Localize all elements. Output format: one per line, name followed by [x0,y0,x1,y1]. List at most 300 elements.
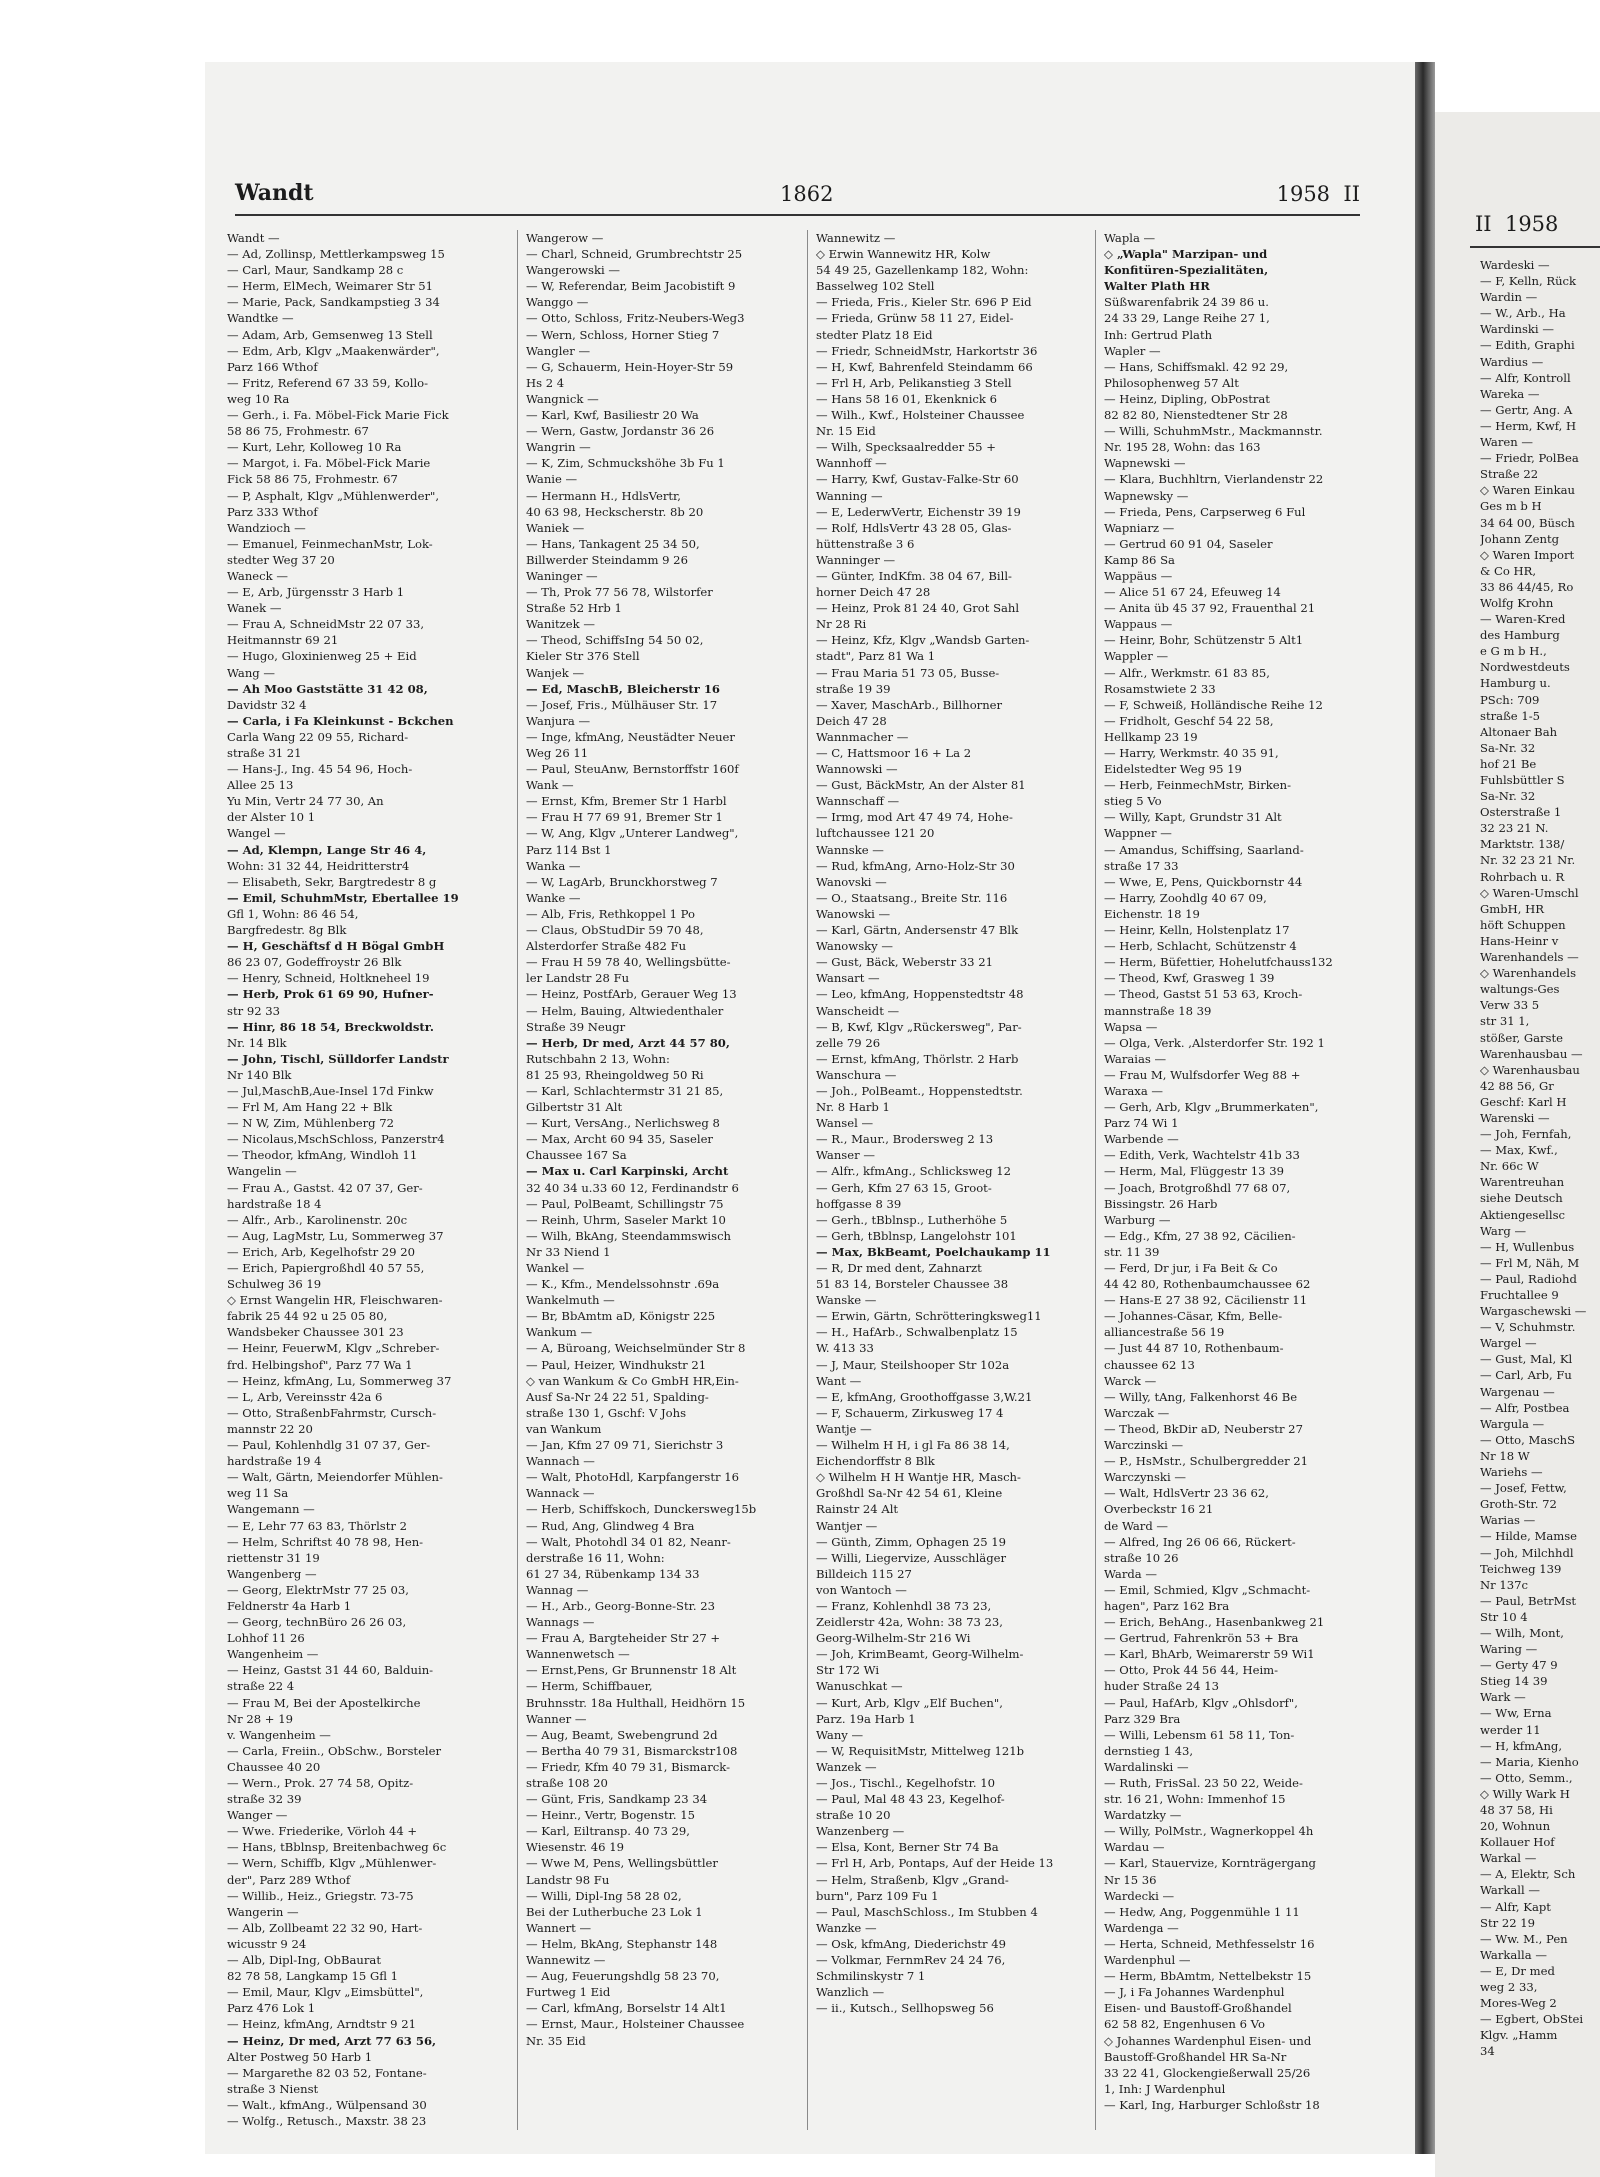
directory-entry: — Gust, Bäck, Weberstr 33 21 [816,955,993,970]
directory-entry: Gilbertstr 31 Alt [526,1100,623,1115]
surname-heading: Wannmacher — [816,729,909,744]
directory-entry: — Carl, Maur, Sandkamp 28 c [227,263,404,278]
facing-entry: Warkal — [1480,1851,1537,1866]
facing-entry: Nr 137c [1480,1577,1528,1592]
directory-entry: — C, Hattsmoor 16 + La 2 [816,746,972,760]
directory-entry: — Willi, Liegervize, Ausschläger [816,1550,1007,1565]
directory-entry: — Walt, HdlsVertr 23 36 62, [1104,1486,1269,1501]
facing-entry: ◇ Waren-Umschl [1480,885,1579,900]
surname-heading: Wankelmuth — [526,1293,615,1308]
directory-entry: — Heinr., Vertr, Bogenstr. 15 [526,1808,696,1823]
directory-entry: — Claus, ObStudDir 59 70 48, [526,923,704,938]
surname-heading: Wardau — [1104,1840,1165,1855]
directory-entry: 81 25 93, Rheingoldweg 50 Ri [526,1067,704,1082]
directory-entry: — Emil, Schmied, Klgv „Schmacht- [1104,1582,1311,1597]
facing-entry: e G m b H., [1480,644,1547,659]
surname-heading: Wantjer — [816,1518,878,1533]
directory-page [205,62,1415,2154]
directory-entry: — E, LederwVertr, Eichenstr 39 19 [816,504,1021,519]
directory-entry: Nr 33 Niend 1 [526,1244,611,1259]
directory-entry: — Alb, Dipl-Ing, ObBaurat [227,1953,381,1968]
directory-entry: — Helm, Schriftst 40 78 98, Hen- [227,1534,424,1549]
directory-entry: — E, Arb, Jürgensstr 3 Harb 1 [227,585,405,600]
book-spine [1415,62,1435,2154]
facing-page [1435,112,1600,2177]
directory-entry: — Wolfg., Retusch., Maxstr. 38 23 [227,2113,427,2128]
directory-entry: — R, Dr med dent, Zahnarzt [816,1261,982,1275]
surname-heading: de Ward — [1104,1518,1169,1533]
directory-entry: — Hedw, Ang, Poggenmühle 1 11 [1104,1904,1300,1919]
surname-heading: Wandtke — [227,311,294,326]
surname-heading: Wanek — [227,601,282,616]
directory-entry: ◇ Erwin Wannewitz HR, Kolw [816,247,991,262]
directory-entry: — Aug, Beamt, Swebengrund 2d [526,1727,718,1742]
running-head: Wandt [235,180,314,206]
surname-heading: Warczynski — [1104,1470,1186,1485]
directory-entry: Straße 52 Hrb 1 [526,601,622,616]
directory-entry: ◇ „Wapla" Marzipan- und [1104,247,1268,262]
directory-entry: — Wern., Prok. 27 74 58, Opitz- [227,1776,414,1790]
surname-heading: Wannags — [526,1615,595,1630]
surname-heading: Wanie — [526,472,578,487]
directory-entry: — Carla, i Fa Kleinkunst - Bckchen [227,713,454,728]
surname-heading: Wantje — [816,1421,872,1436]
directory-entry: — Kurt, Arb, Klgv „Elf Buchen", [816,1695,1003,1710]
facing-entry: Klgv. „Hamm [1480,2028,1558,2043]
directory-entry: luftchaussee 121 20 [816,826,935,841]
directory-entry: Nr 28 Ri [816,617,867,632]
directory-entry: — Theod, BkDir aD, Neuberstr 27 [1104,1421,1303,1436]
directory-entry: ◇ van Wankum & Co GmbH HR,Ein- [526,1373,739,1388]
directory-entry: — Karl, Schlachtermstr 31 21 85, [526,1083,724,1098]
surname-heading: Wanzenberg — [816,1824,905,1839]
facing-entry: Altonaer Bah [1480,724,1558,739]
directory-entry: — Wern, Gastw, Jordanstr 36 26 [526,424,715,439]
directory-entry: stadt", Parz 81 Wa 1 [816,649,936,664]
directory-entry: — Walt., kfmAng., Wülpensand 30 [227,2097,427,2112]
directory-entry: — Heinr, FeuerwM, Klgv „Schreber- [227,1341,440,1356]
facing-entry: Johann Zentg [1480,531,1560,546]
directory-entry: — O., Staatsang., Breite Str. 116 [816,890,1008,905]
directory-entry: — Rud, kfmAng, Arno-Holz-Str 30 [816,858,1015,873]
surname-heading: Wanjek — [526,665,585,680]
directory-entry: Nr 140 Blk [227,1067,292,1082]
directory-entry: — Ernst, kfmAng, Thörlstr. 2 Harb [816,1051,1019,1066]
surname-heading: Wannert — [526,1920,592,1935]
directory-entry: — Walt, PhotoHdl, Karpfangerstr 16 [526,1470,739,1485]
directory-entry: Bei der Lutherbuche 23 Lok 1 [526,1904,703,1919]
facing-entry: — Ww, Erna [1480,1706,1552,1721]
facing-entry: Nordwestdeuts [1480,660,1570,675]
directory-entry: — Friedr, Kfm 40 79 31, Bismarck- [526,1759,730,1774]
facing-entry: höft Schuppen [1480,917,1566,932]
surname-heading: Want — [816,1373,862,1388]
directory-entry: Parz 74 Wi 1 [1104,1116,1179,1131]
directory-entry: Hs 2 4 [526,375,565,390]
facing-entry: 33 86 44/45, Ro [1480,579,1574,594]
facing-entry: 32 23 21 N. [1480,821,1549,836]
directory-entry: Weg 26 11 [526,746,589,760]
facing-entry: Hans-Heinr v [1480,933,1559,948]
directory-entry: — Anita üb 45 37 92, Frauenthal 21 [1104,601,1316,616]
directory-entry: — Frau A, Bargteheider Str 27 + [526,1631,721,1646]
directory-entry: — Günter, IndKfm. 38 04 67, Bill- [816,568,1012,583]
directory-entry: Inh: Gertrud Plath [1104,327,1213,342]
surname-heading: Wang — [227,665,275,680]
facing-entry: — Gust, Mal, Kl [1480,1352,1573,1367]
surname-heading: Wanggo — [526,295,589,310]
facing-entry: Fruchtallee 9 [1480,1288,1559,1302]
volume: II [1343,182,1360,206]
directory-entry: riettenstr 31 19 [227,1550,320,1565]
directory-entry: Yu Min, Vertr 24 77 30, An [227,794,384,809]
directory-entry: Schmilinskystr 7 1 [816,1969,926,1984]
directory-entry: — Bertha 40 79 31, Bismarckstr108 [526,1743,738,1758]
directory-entry: Furtweg 1 Eid [526,1985,611,2000]
directory-entry: Wiesenstr. 46 19 [526,1840,624,1855]
directory-entry: — Karl, Kwf, Basiliestr 20 Wa [526,408,699,423]
facing-entry: ◇ Waren Import [1480,547,1575,562]
facing-entry: weg 2 33, [1480,1980,1538,1995]
directory-entry: — Wilh., Kwf., Holsteiner Chaussee [816,408,1025,423]
directory-entry: — Hans-E 27 38 92, Cäcilienstr 11 [1104,1293,1308,1308]
directory-entry: Kieler Str 376 Stell [526,649,640,664]
directory-entry: — F, Schweiß, Holländische Reihe 12 [1104,697,1323,712]
directory-entry: Eisen- und Baustoff-Großhandel [1104,2001,1292,2016]
directory-entry: fabrik 25 44 92 u 25 05 80, [227,1309,388,1324]
directory-entry: — Harry, Kwf, Gustav-Falke-Str 60 [816,472,1019,487]
surname-heading: Wannowski — [816,762,898,777]
facing-entry: Warenski — [1480,1110,1550,1125]
directory-entry: — Paul, Mal 48 43 23, Kegelhof- [816,1792,1005,1807]
directory-entry: ◇ Wilhelm H H Wantje HR, Masch- [816,1470,1021,1485]
facing-entry: Warentreuhan [1480,1175,1565,1190]
directory-entry: — K, Zim, Schmuckshöhe 3b Fu 1 [526,456,725,471]
directory-entry: — Johannes-Cäsar, Kfm, Belle- [1104,1309,1283,1324]
facing-entry: — Ww. M., Pen [1480,1931,1568,1946]
facing-entry: GmbH, HR [1480,901,1544,916]
directory-entry: — Ernst, Maur., Holsteiner Chaussee [526,2017,745,2032]
directory-entry: — Otto, Schloss, Fritz-Neubers-Weg3 [526,311,745,326]
surname-heading: Warck — [1104,1373,1157,1388]
surname-heading: Waraias — [1104,1051,1167,1066]
directory-entry: Eichenstr. 18 19 [1104,906,1200,921]
facing-entry: — H, kfmAng, [1480,1738,1563,1753]
surname-heading: Wangemann — [227,1502,315,1517]
surname-heading: Wappäus — [1104,568,1173,583]
directory-entry: — Emil, Maur, Klgv „Eimsbüttel", [227,1985,424,2000]
surname-heading: Wanowski — [816,906,891,921]
directory-entry: horner Deich 47 28 [816,585,931,600]
directory-entry: — Br, BbAmtm aD, Königstr 225 [526,1309,716,1324]
directory-entry: Heitmannstr 69 21 [227,633,339,648]
directory-entry: straße 31 21 [227,746,302,760]
directory-entry: — Heinz, kfmAng, Arndtstr 9 21 [227,2017,416,2032]
facing-entry: Wargaschewski — [1480,1304,1587,1319]
facing-entry: Wareka — [1480,386,1540,401]
facing-entry: — Edith, Graphi [1480,338,1575,353]
header-rule [1470,246,1600,248]
directory-entry: — Frieda, Grünw 58 11 27, Eidel- [816,311,1014,326]
directory-entry: — Hinr, 86 18 54, Breckwoldstr. [227,1019,434,1034]
facing-entry: — Carl, Arb, Fu [1480,1368,1572,1383]
directory-entry: — Leo, kfmAng, Hoppenstedtstr 48 [816,987,1024,1002]
directory-entry: — Hans, Schiffsmakl. 42 92 29, [1104,359,1289,374]
directory-entry: — Gertrud, Fahrenkrön 53 + Bra [1104,1631,1299,1646]
directory-entry: 82 78 58, Langkamp 15 Gfl 1 [227,1969,399,1984]
directory-entry: — Erich, Papiergroßhdl 40 57 55, [227,1261,425,1275]
facing-entry: — Alfr, Kapt [1480,1899,1551,1914]
page-header [235,180,1360,216]
directory-entry: 44 42 80, Rothenbaumchaussee 62 [1104,1277,1311,1292]
surname-heading: Warczinski — [1104,1438,1184,1453]
facing-entry: — W., Arb., Ha [1480,306,1566,321]
surname-heading: Wangerow — [526,231,604,245]
directory-entry: — Frau Maria 51 73 05, Busse- [816,665,1000,680]
directory-entry: 82 82 80, Nienstedtener Str 28 [1104,408,1288,423]
surname-heading: Wannschaff — [816,794,900,809]
directory-entry: — ii., Kutsch., Sellhopsweg 56 [816,2001,994,2016]
surname-heading: Wangerin — [227,1904,299,1919]
directory-entry: — Fritz, Referend 67 33 59, Kollo- [227,375,429,390]
directory-entry: frd. Helbingshof", Parz 77 Wa 1 [227,1357,413,1372]
directory-entry: Hellkamp 23 19 [1104,729,1198,744]
directory-entry: hardstraße 18 4 [227,1196,322,1211]
directory-entry: — Paul, PolBeamt, Schillingstr 75 [526,1196,724,1211]
directory-entry: — H., Arb., Georg-Bonne-Str. 23 [526,1598,716,1613]
surname-heading: Wangler — [526,343,591,358]
directory-entry: Landstr 98 Fu [526,1872,610,1887]
directory-entry: 51 83 14, Borsteler Chaussee 38 [816,1277,1009,1292]
directory-entry: Gfl 1, Wohn: 86 46 54, [227,906,359,921]
facing-entry: Wardeski — [1480,258,1550,272]
facing-entry: Marktstr. 138/ [1480,837,1565,852]
directory-entry: Schulweg 36 19 [227,1277,322,1292]
surname-heading: Wapsa — [1104,1019,1158,1034]
directory-entry: — Paul, Heizer, Windhukstr 21 [526,1357,707,1372]
directory-entry: — E, kfmAng, Groothoffgasse 3,W.21 [816,1389,1033,1404]
directory-entry: Nr. 8 Harb 1 [816,1100,890,1115]
directory-entry: Nr 28 + 19 [227,1711,293,1726]
directory-entry: Deich 47 28 [816,713,887,728]
surname-heading: Wardenga — [1104,1920,1179,1935]
facing-entry: — Alfr, Postbea [1480,1400,1570,1415]
directory-entry: — Carl, kfmAng, Borselstr 14 Alt1 [526,2001,727,2016]
directory-entry: — Rud, Ang, Glindweg 4 Bra [526,1518,695,1533]
directory-entry: — Marie, Pack, Sandkampstieg 3 34 [227,295,440,310]
directory-entry: — Herb, Prok 61 69 90, Hufner- [227,987,434,1002]
facing-entry: Kollauer Hof [1480,1835,1555,1850]
column-3 [807,230,1094,2130]
directory-entry: Nr 15 36 [1104,1872,1157,1887]
surname-heading: Wappler — [1104,649,1169,664]
facing-entry: — F, Kelln, Rück [1480,274,1577,289]
directory-entry: Nr. 15 Eid [816,424,876,439]
facing-entry: Wargenau — [1480,1384,1555,1399]
directory-entry: — Herta, Schneid, Methfesselstr 16 [1104,1936,1315,1951]
facing-entry: Warenhandels — [1480,950,1579,965]
directory-entry: — Helm, BkAng, Stephanstr 148 [526,1936,718,1951]
directory-entry: — Otto, StraßenbFahrmstr, Cursch- [227,1405,437,1420]
directory-entry: Georg-Wilhelm-Str 216 Wi [816,1631,971,1646]
surname-heading: Wanscheidt — [816,1003,900,1018]
directory-entry: Wohn: 31 32 44, Heidritterstr4 [227,858,410,873]
facing-entry: — Gerty 47 9 [1480,1658,1558,1673]
directory-entry: — Günth, Zimm, Ophagen 25 19 [816,1534,1007,1549]
directory-entry: Süßwarenfabrik 24 39 86 u. [1104,295,1269,310]
surname-heading: v. Wangenheim — [227,1727,331,1742]
directory-entry: — J, i Fa Johannes Wardenphul [1104,1985,1285,2000]
surname-heading: Wanner — [526,1711,587,1726]
directory-entry: — Frl H, Arb, Pelikanstieg 3 Stell [816,375,1012,390]
directory-entry: — Edm, Arb, Klgv „Maakenwärder", [227,343,440,358]
surname-heading: Wangerowski — [526,263,620,278]
directory-entry: Parz 166 Wthof [227,359,318,374]
facing-entry: — Otto, MaschS [1480,1432,1576,1447]
directory-entry: — Herb, Schlacht, Schützenstr 4 [1104,939,1297,954]
directory-entry: — Rolf, HdlsVertr 43 28 05, Glas- [816,520,1012,535]
facing-entry: — Paul, BetrMst [1480,1593,1577,1608]
directory-entry: — Alb, Zollbeamt 22 32 90, Hart- [227,1920,423,1935]
directory-entry: — Willi, Lebensm 61 58 11, Ton- [1104,1727,1295,1742]
directory-entry: — Emanuel, FeinmechanMstr, Lok- [227,536,433,551]
surname-heading: Waninger — [526,568,598,583]
directory-entry: — Joh., PolBeamt., Hoppenstedtstr. [816,1083,1023,1098]
directory-entry: Nr. 195 28, Wohn: das 163 [1104,440,1261,455]
surname-heading: Wanka — [526,858,581,873]
directory-entry: — Theod, Kwf, Grasweg 1 39 [1104,971,1275,986]
directory-entry: — Willy, tAng, Falkenhorst 46 Be [1104,1389,1298,1404]
facing-entry: Sa-Nr. 32 [1480,740,1536,755]
directory-entry: — Herm, Büfettier, Hohelutfchauss132 [1104,955,1333,970]
directory-entry: straße 22 4 [227,1679,295,1694]
directory-entry: — Alfred, Ing 26 06 66, Rückert- [1104,1534,1296,1549]
directory-entry: — Th, Prok 77 56 78, Wilstorfer [526,585,713,600]
directory-entry: straße 108 20 [526,1776,608,1790]
facing-entry: Wardinski — [1480,322,1554,337]
directory-entry: — Gerh, Arb, Klgv „Brummerkaten", [1104,1100,1319,1115]
directory-entry: alliancestraße 56 19 [1104,1325,1225,1340]
directory-entry: Baustoff-Großhandel HR Sa-Nr [1104,2049,1287,2064]
directory-entry: — Frau A., Gastst. 42 07 37, Ger- [227,1180,423,1195]
directory-entry: Allee 25 13 [227,778,294,793]
directory-entry: — Alfr., kfmAng., Schlicksweg 12 [816,1164,1012,1179]
surname-heading: Wapnewski — [1104,456,1186,471]
facing-entry: Warkall — [1480,1883,1540,1898]
surname-heading: Wanuschkat — [816,1679,903,1694]
directory-entry: — Heinz, Dr med, Arzt 77 63 56, [227,2033,437,2048]
directory-entry: — Karl, Gärtn, Andersenstr 47 Blk [816,923,1019,938]
facing-entry: ◇ Waren Einkau [1480,483,1576,498]
directory-entry: — Heinz, Prok 81 24 40, Grot Sahl [816,601,1020,616]
directory-entry: — Heinr, Kelln, Holstenplatz 17 [1104,923,1290,938]
facing-entry: Wargula — [1480,1416,1545,1431]
directory-entry: 86 23 07, Godeffroystr 26 Blk [227,955,402,970]
directory-entry: — Reinh, Uhrm, Saseler Markt 10 [526,1212,726,1227]
directory-entry: 62 58 82, Engenhusen 6 Vo [1104,2017,1265,2032]
directory-entry: weg 10 Ra [227,391,290,406]
directory-entry: — Gertrud 60 91 04, Saseler [1104,536,1273,551]
directory-entry: — B, Kwf, Klgv „Rückersweg", Par- [816,1019,1022,1034]
directory-entry: — Ernst, Kfm, Bremer Str 1 Harbl [526,794,727,809]
surname-heading: Waraxa — [1104,1083,1164,1098]
directory-entry: — Willi, Dipl-Ing 58 28 02, [526,1888,682,1903]
directory-entry: — Willy, PolMstr., Wagnerkoppel 4h [1104,1824,1314,1839]
directory-entry: — H., HafArb., Schwalbenplatz 15 [816,1325,1018,1340]
directory-entry: — Joach, Brotgroßhdl 77 68 07, [1104,1180,1291,1195]
directory-entry: — Erwin, Gärtn, Schrötteringksweg11 [816,1309,1042,1324]
directory-entry: — Amandus, Schiffsing, Saarland- [1104,842,1304,857]
directory-entry: Konfitüren-Spezialitäten, [1104,263,1269,278]
directory-entry: — Aug, LagMstr, Lu, Sommerweg 37 [227,1228,444,1243]
surname-heading: Wanzlich — [816,1985,885,2000]
surname-heading: Wangel — [227,826,286,841]
facing-entry: — Joh, Fernfah, [1480,1127,1572,1142]
facing-entry: 42 88 56, Gr [1480,1078,1554,1093]
surname-heading: Wangelin — [227,1164,297,1179]
directory-entry: — Aug, Feuerungshdlg 58 23 70, [526,1969,720,1984]
directory-entry: Bruhnsstr. 18a Hulthall, Heidhörn 15 [526,1695,746,1710]
directory-entry: Billdeich 115 27 [816,1566,912,1581]
directory-entry: — Frau A, SchneidMstr 22 07 33, [227,617,425,632]
directory-entry: Rosamstwiete 2 33 [1104,681,1216,696]
directory-entry: Alsterdorfer Straße 482 Fu [526,939,687,954]
directory-entry: — H, Kwf, Bahrenfeld Steindamm 66 [816,359,1033,374]
surname-heading: Wardatzky — [1104,1808,1182,1823]
directory-entry: — Frl H, Arb, Pontaps, Auf der Heide 13 [816,1856,1054,1871]
directory-entry: — Helm, Straßenb, Klgv „Grand- [816,1872,1009,1887]
directory-entry: — J, Maur, Steilshooper Str 102a [816,1357,1010,1372]
directory-entry: Str 172 Wi [816,1663,880,1678]
directory-entry: Großhdl Sa-Nr 42 54 61, Kleine [816,1486,1003,1501]
surname-heading: Wannhoff — [816,456,887,471]
directory-entry: Bargfredestr. 8g Blk [227,923,347,938]
directory-entry: — Herm, BbAmtm, Nettelbekstr 15 [1104,1969,1312,1984]
facing-entry: Wargel — [1480,1336,1537,1351]
directory-entry: — Hans 58 16 01, Ekenknick 6 [816,391,997,406]
directory-entry: — Herb, Schiffskoch, Dunckersweg15b [526,1502,757,1517]
facing-entry: Wardius — [1480,354,1544,369]
directory-entry: — Fridholt, Geschf 54 22 58, [1104,713,1274,728]
directory-entry: Philosophenweg 57 Alt [1104,375,1239,390]
directory-entry: — E, Lehr 77 63 83, Thörlstr 2 [227,1518,408,1533]
directory-entry: — Georg, ElektrMstr 77 25 03, [227,1582,409,1597]
surname-heading: Wanschura — [816,1067,897,1082]
directory-entry: — Franz, Kohlenhdl 38 73 23, [816,1598,992,1613]
directory-entry: der", Parz 289 Wthof [227,1872,351,1887]
directory-entry: — Hugo, Gloxinienweg 25 + Eid [227,649,417,664]
facing-entry: Sa-Nr. 32 [1480,789,1536,804]
facing-entry: — Otto, Semm., [1480,1770,1573,1785]
facing-entry: Aktiengesellsc [1480,1207,1566,1222]
facing-entry: Wark — [1480,1690,1526,1705]
directory-entry: — Harry, Werkmstr. 40 35 91, [1104,746,1279,760]
directory-entry: Nr. 14 Blk [227,1035,287,1050]
directory-entry: — Karl, Eiltransp. 40 73 29, [526,1824,690,1839]
surname-heading: Wanning — [816,488,883,503]
surname-heading: Wanjura — [526,713,591,728]
facing-entry: — Friedr, PolBea [1480,451,1579,466]
directory-entry: — Karl, Ing, Harburger Schloßstr 18 [1104,2097,1320,2112]
surname-heading: Waniek — [526,520,585,535]
facing-entry: — Waren-Kred [1480,612,1566,627]
directory-entry: — Ernst,Pens, Gr Brunnenstr 18 Alt [526,1663,737,1678]
directory-entry: — Wwe M, Pens, Wellingsbüttler [526,1856,718,1871]
surname-heading: Wannack — [526,1486,595,1501]
facing-entry: — Wilh, Mont, [1480,1625,1564,1640]
directory-entry: hoffgasse 8 39 [816,1196,902,1211]
directory-entry: — L, Arb, Vereinsstr 42a 6 [227,1389,383,1404]
